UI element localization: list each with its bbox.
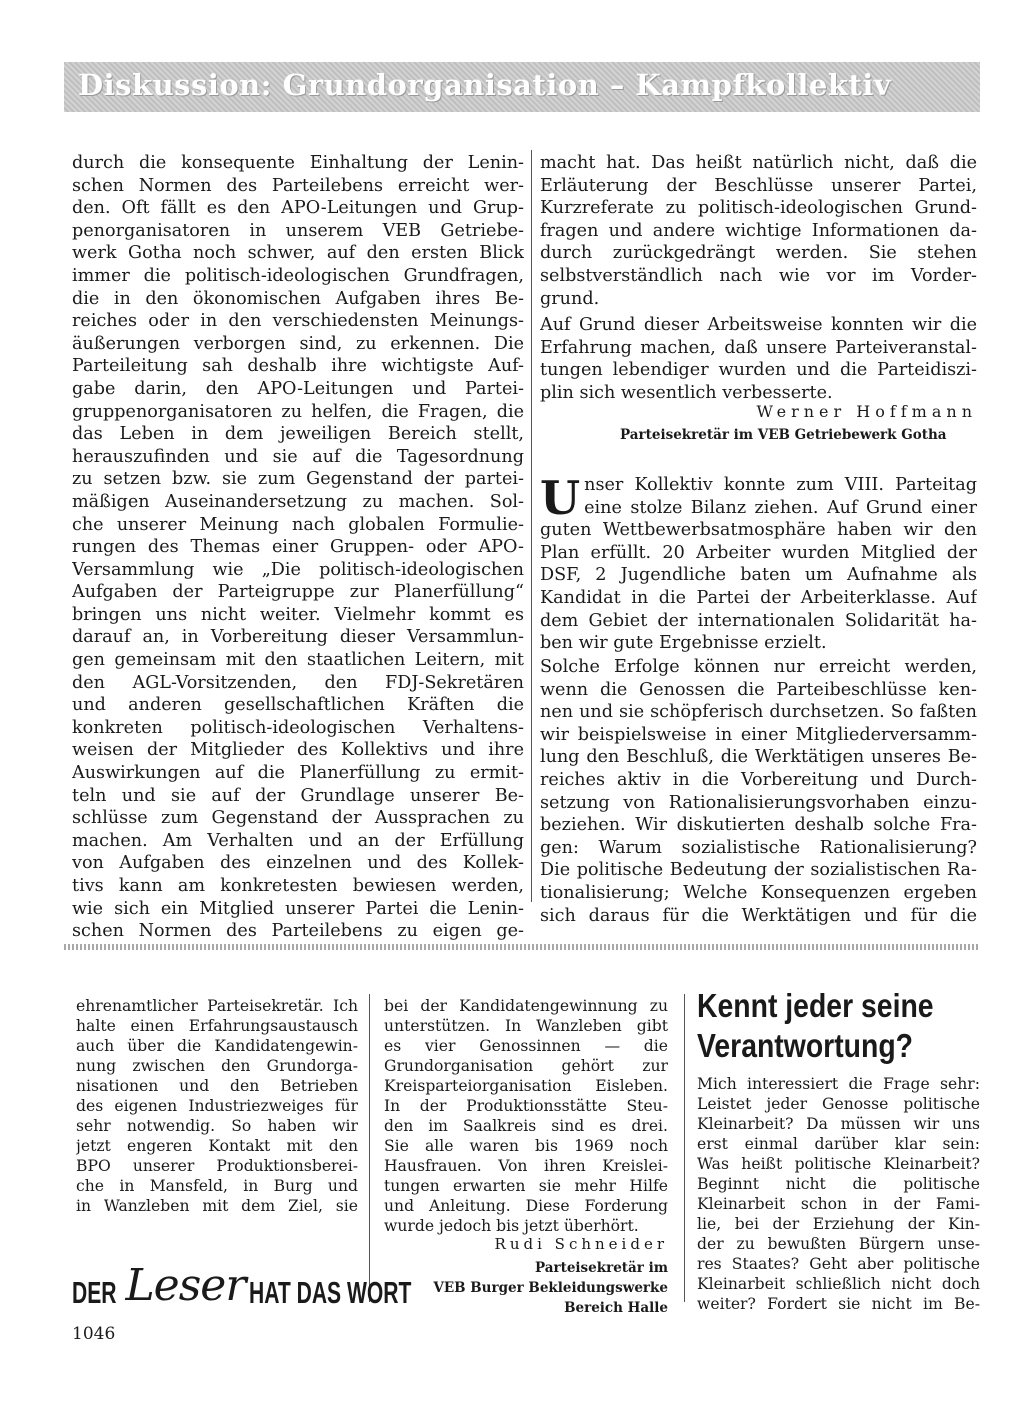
text-line: Grundorganisation gehört zur — [384, 1057, 668, 1075]
text-line: das Leben in dem jeweiligen Bereich stellt, — [72, 424, 524, 445]
text-line: den AGL-Vorsitzenden, den FDJ-Sekretären — [72, 672, 524, 693]
text-line: schlüsse zum Gegenstand der Aussprachen zu — [72, 808, 524, 829]
text-line: auch über die Kandidatengewin- — [76, 1037, 358, 1055]
letter-column-left — [76, 996, 358, 1216]
text-line: lie, bei der Erziehung der Kin- — [697, 1215, 980, 1233]
article-column-2-part-3 — [540, 656, 977, 927]
signature-name-schneider: Rudi Schneider — [494, 1235, 668, 1253]
text-line: nung zwischen den Grundorga- — [76, 1057, 358, 1075]
logo-leser-script: Leser — [125, 1260, 246, 1311]
text-line: DSF, 2 Jugendliche baten um Aufnahme als — [540, 565, 977, 586]
text-line: Erläuterung der Beschlüsse unserer Partei, — [540, 175, 977, 196]
text-line: Kreisparteiorganisation Eisleben. — [384, 1077, 668, 1095]
article-column-2-part-2 — [540, 471, 977, 655]
text-line: Die politische Bedeutung der sozialistischen Ra- — [540, 860, 977, 881]
text-line: weiter? Fordert sie nicht im Be- — [697, 1295, 980, 1313]
text-line: BPO unserer Produktionsberei- — [76, 1157, 358, 1175]
text-line: res Staates? Geht aber politische — [697, 1255, 980, 1273]
text-line: wenn die Genossen die Parteibeschlüsse ken- — [540, 679, 977, 700]
text-line: unterstützen. In Wanzleben gibt — [384, 1017, 668, 1035]
text-line: gen: Warum sozialistische Rationalisierung? — [540, 837, 977, 858]
text-line: jetzt engeren Kontakt mit den — [76, 1137, 358, 1155]
column-divider — [684, 994, 685, 1302]
text-line: Mich interessiert die Frage sehr: — [697, 1075, 980, 1093]
text-line: Erfahrung machen, daß unsere Parteiveranstal- — [540, 337, 977, 358]
text-line: halte einen Erfahrungsaustausch — [76, 1017, 358, 1035]
letter-column-middle — [384, 996, 668, 1236]
text-line: gabe darin, den APO-Leitungen und Partei- — [72, 378, 524, 399]
article-column-1 — [72, 152, 524, 943]
text-line: Plan erfüllt. 20 Arbeiter wurden Mitglied der — [540, 542, 977, 563]
text-line: reiches aktiv in die Vorbereitung und Durch- — [540, 769, 977, 790]
text-line: Leistet jeder Genosse politische — [697, 1095, 980, 1113]
text-line: konkreten politisch-ideologischen Verhaltens- — [72, 717, 524, 738]
text-line: und anderen gesellschaftlichen Kräften die — [72, 695, 524, 716]
text-line: den. Oft fällt es den APO-Leitungen und Grup- — [72, 198, 524, 219]
text-line: che in Mansfeld, in Burg und — [76, 1177, 358, 1195]
text-line: Aufgaben der Parteigruppe zur Planerfüllung“ — [72, 582, 524, 603]
text-line: Hausfrauen. Von ihren Kreislei- — [384, 1157, 668, 1175]
column-divider — [531, 150, 532, 902]
text-line: macht hat. Das heißt natürlich nicht, daß die — [540, 153, 977, 173]
text-line: eine stolze Bilanz ziehen. Auf Grund einer — [584, 497, 977, 518]
text-line: machen. Am Verhalten und an der Erfüllung — [72, 830, 524, 851]
headline-verantwortung — [697, 986, 946, 1066]
text-line: Kleinarbeit schließlich nicht doch — [697, 1275, 980, 1293]
text-line: äußerungen verborgen sind, zu erkennen. Die — [72, 333, 524, 354]
text-line: tungen erwarten sie mehr Hilfe — [384, 1177, 668, 1195]
text-line: plin sich wesentlich verbesserte. — [540, 382, 833, 403]
der-leser-hat-das-wort-logo — [72, 1255, 488, 1311]
text-line: mäßigen Auseinandersetzung zu machen. Sol- — [72, 491, 524, 512]
text-line: guten Wettbewerbsatmosphäre haben wir den — [540, 520, 977, 541]
text-line: beziehen. Wir diskutierten deshalb solche Fra- — [540, 815, 977, 836]
text-line: sehr notwendig. So haben wir — [76, 1117, 358, 1135]
text-line: grund. — [540, 288, 600, 309]
text-line: nen und sie schöpferisch durchsetzen. So faßten — [540, 702, 977, 723]
text-line: fragen und andere wichtige Informationen da- — [540, 220, 977, 241]
text-line: immer die politisch-ideologischen Grundfragen, — [72, 265, 524, 286]
headline-line-1: Kennt jeder seine — [697, 987, 934, 1024]
text-line: Kandidat in die Partei der Arbeiterklasse. Auf — [540, 587, 977, 608]
text-line: wir beispielsweise in einer Mitgliederversamm- — [540, 724, 977, 745]
section-banner — [64, 62, 980, 112]
text-line: durch zurückgedrängt werden. Sie stehen — [540, 243, 977, 264]
text-line: lung den Beschluß, die Werktätigen unseres Be- — [540, 747, 977, 768]
text-line: nser Kollektiv konnte zum VIII. Parteitag — [584, 475, 977, 495]
text-line: Was heißt politische Kleinarbeit? — [697, 1155, 980, 1173]
text-line: tungen lebendiger wurden und die Parteidiszi- — [540, 360, 977, 381]
text-line: Bereich Halle — [564, 1300, 668, 1316]
text-line: des eigenen Industriezweiges für — [76, 1097, 358, 1115]
text-line: Auf Grund dieser Arbeitsweise konnten wir die — [540, 315, 977, 336]
text-line: tionalisierung; Welche Konsequenzen ergeben — [540, 882, 977, 903]
text-line: ehrenamtlicher Parteisekretär. Ich — [76, 997, 358, 1015]
text-line: erst einmal darüber klar sein: — [697, 1135, 980, 1153]
text-line: che unserer Meinung nach globalen Formulie- — [72, 514, 524, 535]
text-line: darauf an, in Vorbereitung dieser Versammlun- — [72, 627, 524, 648]
text-line: der zu bewußten Bürgern unse- — [697, 1235, 980, 1253]
logo-hat-das-wort: HAT DAS WORT — [249, 1275, 412, 1310]
text-line: VEB Burger Bekleidungswerke — [433, 1280, 668, 1296]
text-line: wie sich ein Mitglied unserer Partei die Lenin- — [72, 898, 524, 919]
text-line: gruppenorganisatoren zu helfen, die Fragen, die — [72, 401, 524, 422]
text-line: schen Normen des Parteilebens zu eigen ge- — [72, 921, 524, 942]
page-number: 1046 — [72, 1324, 116, 1344]
logo-der: DER — [72, 1275, 117, 1310]
text-line: von Aufgaben des einzelnen und des Kollek- — [72, 853, 524, 874]
article-column-2-part-1 — [540, 152, 977, 405]
text-line: in Wanzleben mit dem Ziel, sie — [76, 1197, 358, 1215]
text-line: dem Gebiet der internationalen Solidarität ha- — [540, 610, 977, 631]
text-line: bei der Kandidatengewinnung zu — [384, 997, 668, 1015]
text-line: selbstverständlich nach wie vor im Vorder- — [540, 265, 977, 286]
text-line: Kleinarbeit schon in der Fami- — [697, 1195, 980, 1213]
text-line: bringen uns nicht weiter. Vielmehr kommt es — [72, 604, 524, 625]
text-line: Beginnt nicht die politische — [697, 1175, 980, 1193]
text-line: reiches oder in den verschiedensten Meinungs- — [72, 311, 524, 332]
letter-column-right — [697, 1074, 980, 1314]
drop-cap: U — [540, 471, 581, 525]
text-line: Kleinarbeit? Da müssen wir uns — [697, 1115, 980, 1133]
text-line: nisationen und den Betrieben — [76, 1077, 358, 1095]
text-line: Solche Erfolge können nur erreicht werden, — [540, 657, 977, 677]
text-line: und Anleitung. Diese Forderung — [384, 1197, 668, 1215]
text-line: Sie alle waren bis 1969 noch — [384, 1137, 668, 1155]
text-line: durch die konsequente Einhaltung der Lenin- — [72, 153, 524, 173]
text-line: wurde jedoch bis jetzt überhört. — [384, 1217, 639, 1235]
text-line: Parteileitung sah deshalb ihre wichtigste Auf- — [72, 356, 524, 377]
text-line: gen gemeinsam mit den staatlichen Leitern, mit — [72, 650, 524, 671]
signature-title-hoffmann: Parteisekretär im VEB Getriebewerk Gotha — [620, 427, 947, 443]
text-line: Versammlung wie „Die politisch-ideologischen — [72, 559, 524, 580]
text-line: penorganisatoren in unserem VEB Getriebe- — [72, 220, 524, 241]
text-line: tivs kann am konkretesten bewiesen werden, — [72, 876, 524, 896]
text-line: sich daraus für die Werktätigen und für die — [540, 905, 977, 926]
text-line: Kurzreferate zu politisch-ideologischen Grund- — [540, 198, 977, 219]
text-line: es vier Genossinnen — die — [384, 1037, 668, 1055]
text-line: rungen des Themas einer Gruppen- oder APO- — [72, 537, 524, 558]
text-line: werk Gotha noch schwer, auf den ersten Blick — [72, 243, 524, 264]
text-line: herauszufinden und sie auf die Tagesordnung — [72, 446, 524, 467]
text-line: setzung von Rationalisierungsvorhaben einzu- — [540, 792, 977, 813]
text-line: ben wir gute Ergebnisse erzielt. — [540, 633, 827, 654]
text-line: In der Produktionsstätte Steu- — [384, 1097, 668, 1115]
section-separator — [64, 944, 980, 950]
banner-title: Diskussion: Grundorganisation – Kampfkollektiv — [78, 68, 892, 102]
text-line: weisen der Mitglieder des Kollektivs und ihre — [72, 740, 524, 761]
signature-name-hoffmann: Werner Hoffmann — [756, 402, 977, 421]
headline-line-2: Verantwortung? — [697, 1027, 914, 1064]
text-line: die in den ökonomischen Aufgaben ihres Be- — [72, 288, 524, 309]
text-line: den im Saalkreis sind es drei. — [384, 1117, 668, 1135]
text-line: Parteisekretär im — [534, 1260, 668, 1276]
text-line: Auswirkungen auf die Planerfüllung zu ermit- — [72, 763, 524, 784]
text-line: schen Normen des Parteilebens erreicht wer- — [72, 175, 524, 196]
text-line: teln und sie auf der Grundlage unserer Be- — [72, 785, 524, 806]
text-line: zu setzen bzw. sie zum Gegenstand der partei- — [72, 469, 524, 490]
